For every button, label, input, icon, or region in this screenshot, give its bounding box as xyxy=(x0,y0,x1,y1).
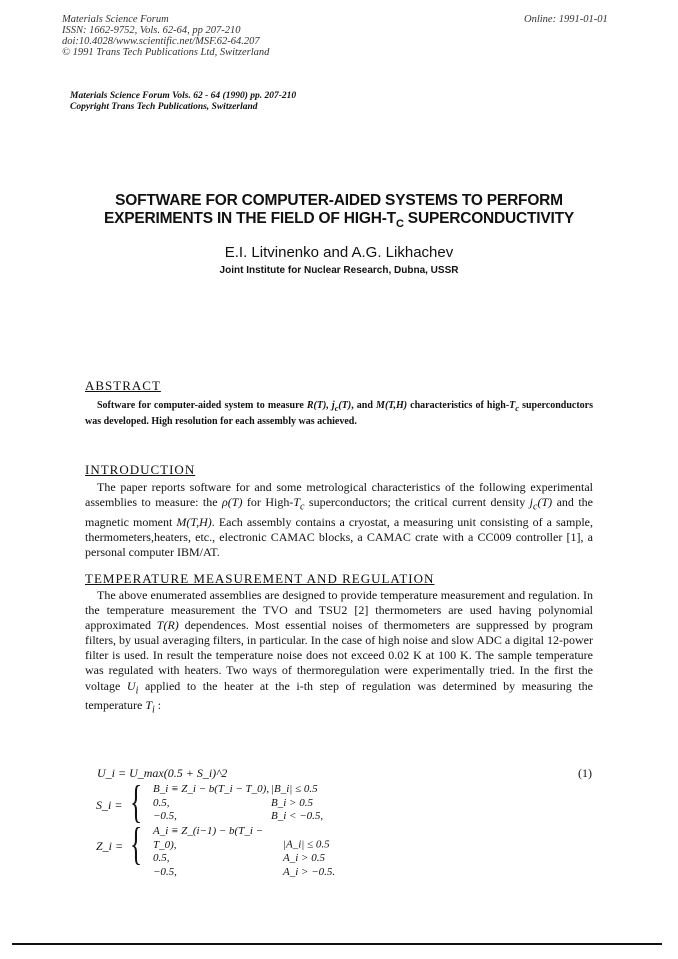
z-cases xyxy=(153,825,413,879)
s-case-expr: 0.5, xyxy=(153,796,170,809)
bottom-rule xyxy=(12,943,662,945)
s-case-cond: B_i > 0.5 xyxy=(271,796,313,809)
title-line-1: SOFTWARE FOR COMPUTER-AIDED SYSTEMS TO PERFORM xyxy=(115,192,563,209)
abstract-math-3-sub: c xyxy=(515,404,519,413)
intro-text-2: for High- xyxy=(242,495,294,510)
title-subscript: C xyxy=(395,218,404,231)
z-lhs: Z_i = xyxy=(96,839,124,853)
header-meta xyxy=(62,14,269,58)
temp-math-2-sub: i xyxy=(135,684,139,696)
abstract-math-3: T xyxy=(509,400,516,411)
temp-math-2: U xyxy=(126,678,136,693)
temperature-body xyxy=(85,588,593,718)
abstract-body xyxy=(85,399,593,428)
abstract-math-2: M(T,H) xyxy=(376,400,408,411)
z-case-row xyxy=(153,866,413,880)
temp-text-1: The above enumerated assemblies are designed to provide temperature measurement and regulation. In the temperature measurement the TVO and TSU2 [2] thermometers are used having polynomial approximated xyxy=(85,588,593,633)
s-case-cond: B_i < −0.5, xyxy=(271,810,324,822)
journal-volume-line: Materials Science Forum Vols. 62 - 64 (1990) pp. 207-210 xyxy=(70,91,297,101)
abstract-text-2: , and xyxy=(351,400,377,411)
z-case-expr: 0.5, xyxy=(153,852,170,864)
s-case-row xyxy=(153,797,413,811)
s-case-expr: −0.5, xyxy=(153,810,177,822)
z-case-cond: A_i > −0.5. xyxy=(283,865,336,878)
temp-math-1: T(R) xyxy=(156,618,179,633)
s-case-expr: B_i ≡ Z_i − b(T_i − T_0), xyxy=(153,783,270,795)
temperature-heading: TEMPERATURE MEASUREMENT AND REGULATION xyxy=(85,571,435,586)
intro-text-1: The paper reports software for and some metrological characteristics of the following experimental assemblies to measure: the xyxy=(85,480,593,510)
intro-math-2-sub: c xyxy=(300,501,305,513)
introduction-heading: INTRODUCTION xyxy=(85,462,196,477)
intro-text-5: . Each assembly contains a cryostat, a measuring unit consisting of a sample, thermometers,heaters, etc., electronic CAMAC blocks, a CAMAC crate with a CC009 controller [1], a personal computer IBM/AT. xyxy=(85,514,593,559)
z-case-cond: |A_i| ≤ 0.5 xyxy=(283,838,330,851)
doi-line: doi:10.4028/www.scientific.net/MSF.62-64.207 xyxy=(62,36,260,47)
intro-text-3: superconductors; the critical current density xyxy=(304,495,530,510)
intro-math-3b: (T) xyxy=(537,495,553,510)
abstract-text-1: Software for computer-aided system to measure xyxy=(97,400,307,411)
s-case-row xyxy=(153,810,413,824)
temp-text-3: applied to the heater at the i-th step of regulation was determined by measuring the temperature xyxy=(85,678,593,713)
online-date: Online: 1991-01-01 xyxy=(524,14,608,25)
z-case-expr: A_i ≡ Z_(i−1) − b(T_i − T_0), xyxy=(153,825,264,851)
paper-title xyxy=(0,192,678,233)
introduction-body xyxy=(85,480,593,560)
intro-math-2: T xyxy=(293,495,301,510)
abstract-text-4: superconductors was developed. High resolution for each assembly was achieved. xyxy=(85,400,594,427)
journal-copyright-line: Copyright Trans Tech Publications, Switzerland xyxy=(70,102,258,112)
intro-math-3-sub: c xyxy=(533,501,538,513)
s-case-row xyxy=(153,783,413,797)
temp-math-3-sub: i xyxy=(152,704,155,716)
z-case-expr: −0.5, xyxy=(153,865,177,878)
issn-line: ISSN: 1662-9752, Vols. 62-64, pp 207-210 xyxy=(62,25,241,36)
intro-text-4: and the magnetic moment xyxy=(85,495,593,529)
temp-text-4: : xyxy=(154,698,162,713)
s-lhs: S_i = xyxy=(96,798,123,812)
authors: E.I. Litvinenko and A.G. Likhachev xyxy=(224,244,454,261)
s-case-cond: |B_i| ≤ 0.5 xyxy=(271,783,318,795)
z-case-row xyxy=(153,825,413,852)
z-brace: { xyxy=(130,818,143,869)
intro-math-1: ρ(T) xyxy=(222,495,243,510)
copyright-line: © 1991 Trans Tech Publications Ltd, Switzerland xyxy=(62,47,270,58)
title-line-2-start: EXPERIMENTS IN THE FIELD OF HIGH-T xyxy=(103,210,396,227)
s-cases xyxy=(153,783,413,824)
z-case-cond: A_i > 0.5 xyxy=(283,852,325,864)
equation-1-number: (1) xyxy=(578,766,592,780)
abstract-text-3: characteristics of high- xyxy=(407,400,510,411)
temp-text-2: dependences. Most essential noises of thermometers are suppressed by program filters, by usual averaging filters, in particular. In the case of high noise and slow ADC a digital 12-power filter is used. In result the temperature noise does not exceed 0.02 K at 100 K. The sample temperature was regulated with heaters. Two ways of thermoregulation were experimentally tried. In the first the voltage xyxy=(85,618,593,693)
intro-math-4: M(T,H) xyxy=(176,514,212,529)
intro-math-3: j xyxy=(529,495,534,510)
abstract-heading: ABSTRACT xyxy=(85,378,161,393)
institution: Joint Institute for Nuclear Research, Dubna, USSR xyxy=(219,265,459,276)
temp-math-3: T xyxy=(145,698,152,713)
title-line-2 xyxy=(0,210,678,233)
journal-name: Materials Science Forum xyxy=(62,14,169,25)
title-line-2-end: SUPERCONDUCTIVITY xyxy=(403,210,575,227)
journal-reference xyxy=(70,91,296,113)
abstract-math-1-sub: c xyxy=(334,404,339,413)
equation-1: U_i = U_max(0.5 + S_i)^2 xyxy=(97,766,228,780)
abstract-math-1b: (T) xyxy=(338,400,352,411)
abstract-math-1: R(T), j xyxy=(306,400,335,411)
s-brace: { xyxy=(130,776,143,827)
z-case-row xyxy=(153,852,413,866)
